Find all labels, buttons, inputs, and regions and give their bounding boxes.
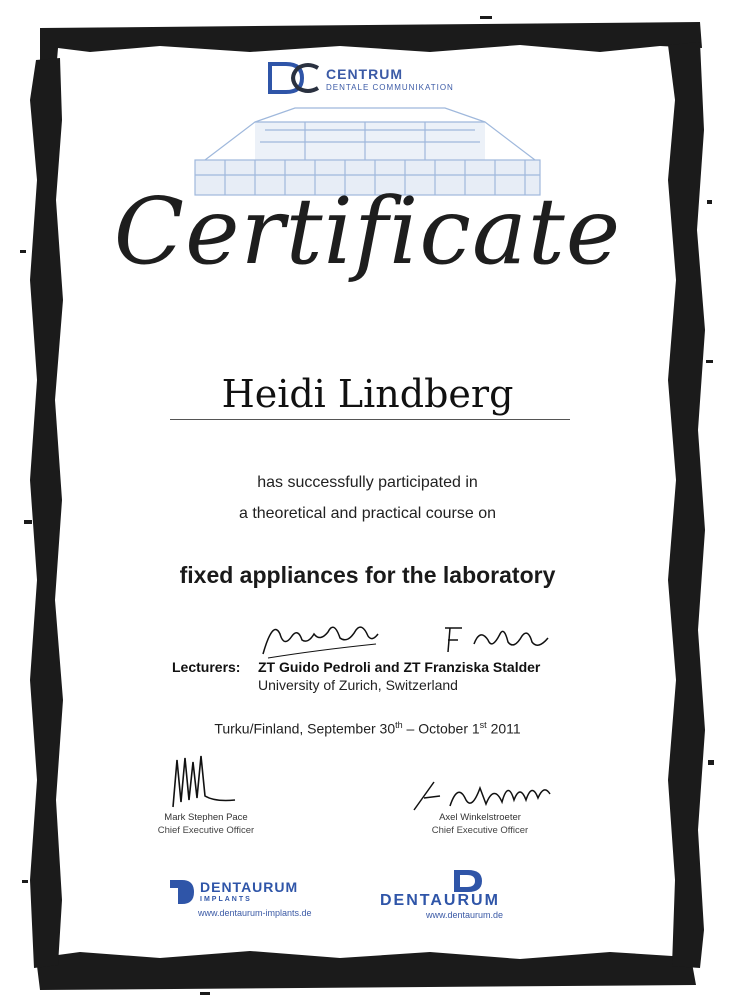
dentaurum-implants-icon [168,878,196,906]
dentaurum-logo [378,868,558,922]
lecturer-signature-1 [258,614,383,664]
signer-2-title: Chief Executive Officer [431,825,529,836]
centrum-logo [262,58,492,98]
lecturer-signature-2 [440,620,555,660]
dentaurum-implants-logo [168,876,358,921]
brand-subtitle: DENTALE COMMUNIKATION [326,83,454,92]
event-location-date: Turku/Finland, September 30th – October 1st 2011 [214,720,521,737]
implants-brand-text: DENTAURUM [200,879,299,895]
lecturers-names: ZT Guido Pedroli and ZT Franziska Stalder [258,659,541,675]
course-title: fixed appliances for the laboratory [179,562,556,588]
signer-2-name: Axel Winkelstroeter [439,812,521,823]
lecturers-label: Lecturers: [172,659,241,675]
ceo-signature-1 [165,752,245,812]
participation-text: has successfully participated in [257,474,478,491]
lecturers-affiliation: University of Zurich, Switzerland [258,677,458,693]
ceo-signature-2 [410,776,555,812]
signer-1-name: Mark Stephen Pace [164,812,248,823]
course-type-text: a theoretical and practical course on [238,505,497,522]
certificate-title: Certificate [113,178,622,285]
implants-sub-text: IMPLANTS [200,896,252,903]
recipient-name: Heidi Lindberg [221,372,514,416]
implants-url: www.dentaurum-implants.de [198,908,312,918]
dentaurum-d-icon [450,868,486,894]
name-underline [170,419,570,420]
brand-name: CENTRUM [326,66,403,82]
signer-1-title: Chief Executive Officer [157,825,255,836]
dentaurum-brand-text: DENTAURUM [380,892,500,909]
dc-logo-icon [262,58,322,98]
dentaurum-url: www.dentaurum.de [426,910,504,920]
